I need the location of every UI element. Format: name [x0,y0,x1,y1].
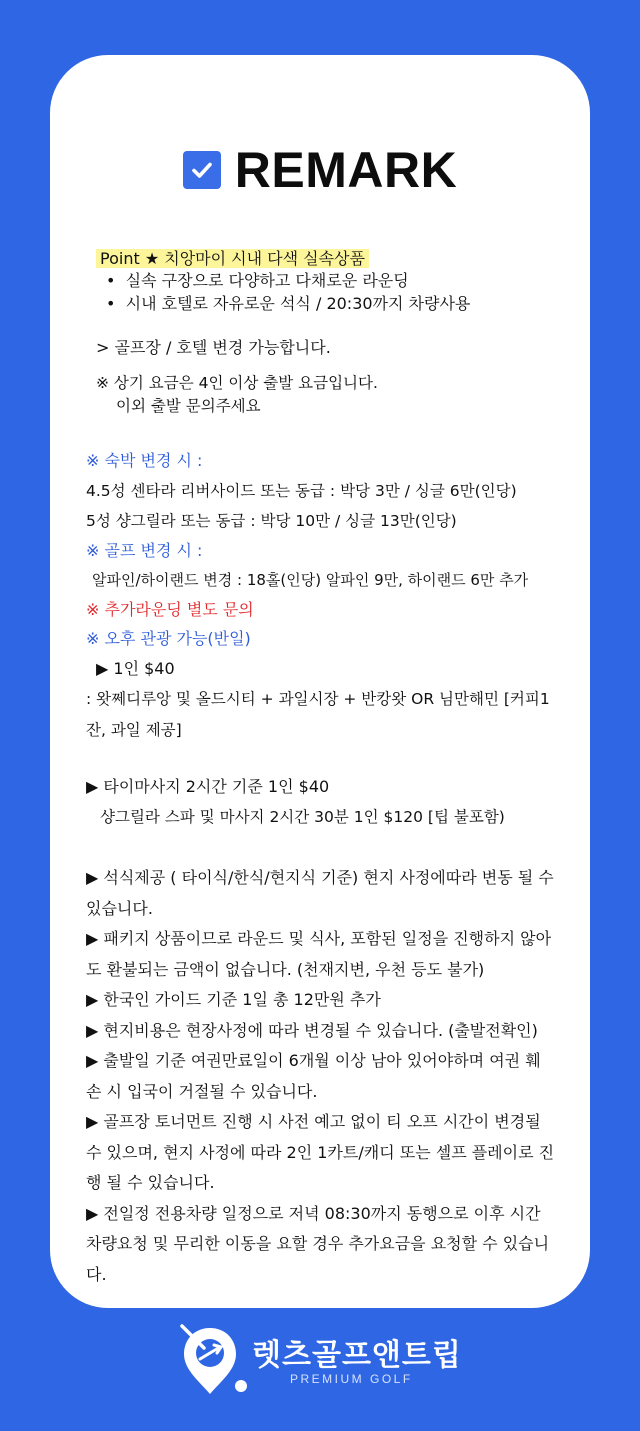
tour-description: : 왓쩨디루앙 및 올드시티 + 과일시장 + 반캉왓 OR 님만해민 [커피1잔, 과일 제공] [86,690,550,739]
lodging-line-2: 5성 샹그릴라 또는 동급 : 박당 10만 / 싱글 13만(인당) [86,512,457,530]
point-bullet-2: • 시내 호텔로 자유로운 석식 / 20:30까지 차량사용 [106,294,471,313]
brand-name: 렛츠골프앤트립 [252,1338,462,1373]
remark-card [50,55,590,1308]
point-label: Point ★ 치앙마이 시내 다색 실속상품 [96,244,369,274]
lodging-heading: ※ 숙박 변경 시 : [86,451,203,470]
list-item: ▶ 패키지 상품이므로 라운드 및 식사, 포함된 일정을 진행하지 않아도 환불되는 금액이 없습니다. (천재지변, 우천 등도 불가) [86,929,552,979]
tour-price: ▶ 1인 $40 [96,659,175,678]
checkbox-icon [183,151,221,189]
price-note-2: 이외 출발 문의주세요 [116,397,261,415]
golf-line: 알파인/하이랜드 변경 : 18홀(인당) 알파인 9만, 하이랜드 6만 추가 [92,571,529,589]
golf-pin-icon [180,1322,250,1398]
change-note: > 골프장 / 호텔 변경 가능합니다. [96,338,331,357]
list-item: ▶ 전일정 전용차량 일정으로 저녁 08:30까지 동행으로 이후 시간 차량요청 및 무리한 이동을 요할 경우 추가요금을 요청할 수 있습니다. [86,1203,550,1284]
extra-round-note: ※ 추가라운딩 별도 문의 [86,600,254,619]
brand-tagline: PREMIUM GOLF [290,1372,413,1386]
list-item: ▶ 한국인 가이드 기준 1일 총 12만원 추가 [86,990,381,1009]
massage-line-2: 샹그릴라 스파 및 마사지 2시간 30분 1인 $120 [팁 불포함) [100,808,505,826]
list-item: ▶ 현지비용은 현장사정에 따라 변경될 수 있습니다. (출발전확인) [86,1020,538,1040]
massage-line-1: ▶ 타이마사지 2시간 기준 1인 $40 [86,777,330,796]
lodging-line-1: 4.5성 센타라 리버사이드 또는 동급 : 박당 3만 / 싱글 6만(인당) [86,482,517,500]
remark-header [50,135,590,205]
golf-heading: ※ 골프 변경 시 : [86,541,203,560]
page-title: REMARK [234,142,458,198]
notes-list [86,863,556,1290]
point-bullet-1: • 실속 구장으로 다양하고 다채로운 라운딩 [106,271,409,290]
tour-heading: ※ 오후 관광 가능(반일) [86,629,251,648]
list-item: ▶ 골프장 토너먼트 진행 시 사전 예고 없이 티 오프 시간이 변경될 수 있으며, 현지 사정에 따라 2인 1카트/캐디 또는 셀프 플레이로 진행 될 수 있습니다. [86,1112,555,1192]
brand-logo [180,1322,460,1398]
price-note-1: ※ 상기 요금은 4인 이상 출발 요금입니다. [96,374,378,392]
list-item: ▶ 석식제공 ( 타이식/한식/현지식 기준) 현지 사정에따라 변동 될 수 있습니다. [86,868,554,918]
list-item: ▶ 출발일 기준 여권만료일이 6개월 이상 남아 있어야하며 여권 훼손 시 입국이 거절될 수 있습니다. [86,1051,541,1101]
